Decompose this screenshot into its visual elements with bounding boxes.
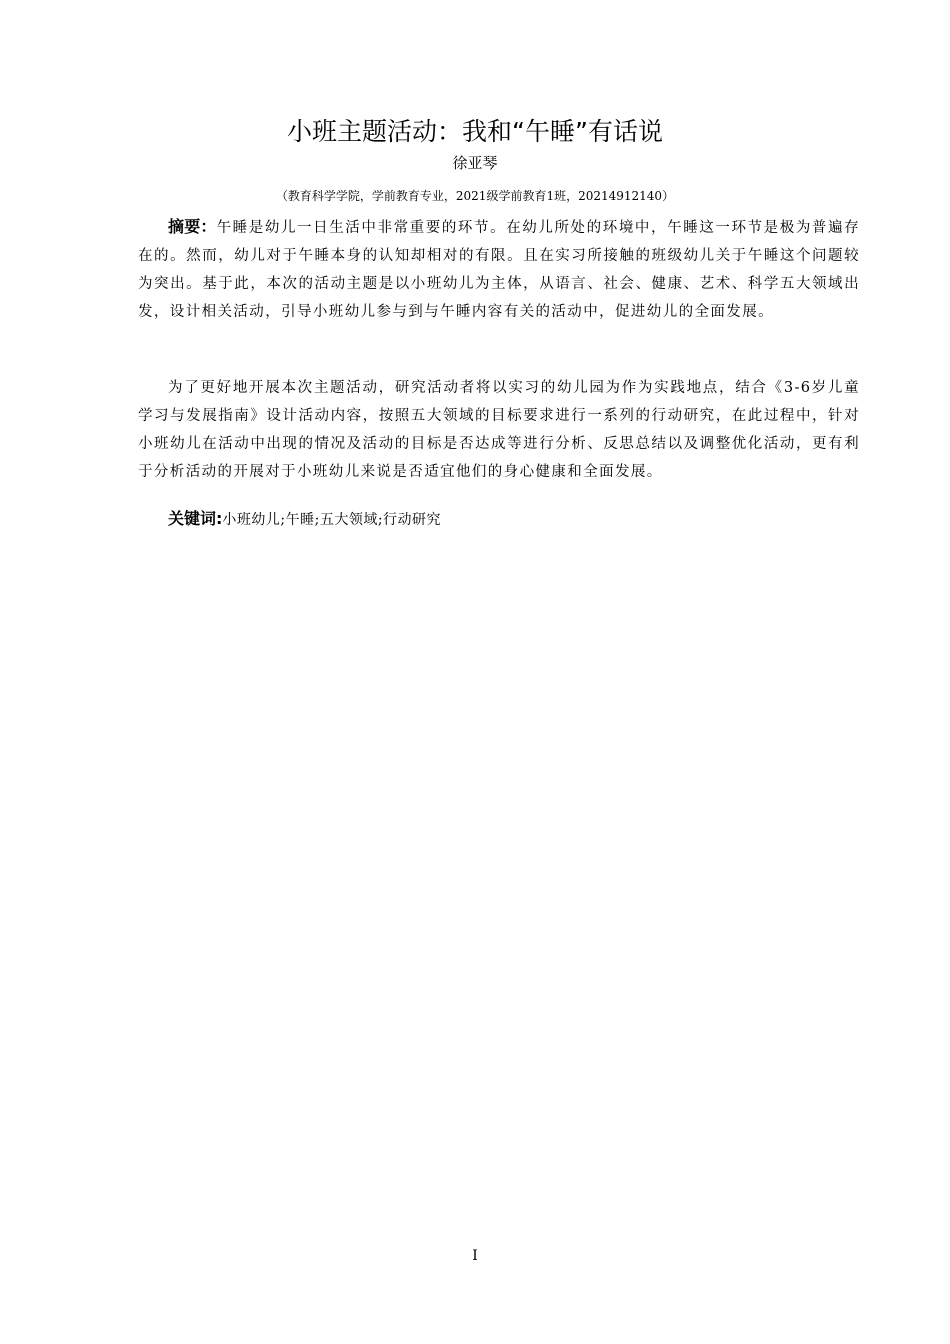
page-number: I (472, 1248, 478, 1264)
abstract-paragraph (138, 213, 860, 326)
document-title: 小班主题活动：我和“午睡”有话说 (287, 117, 663, 146)
author-affiliation: （教育科学学院，学前教育专业，2021级学前教育1班，20214912140） (275, 189, 675, 203)
abstract-text: 午睡是幼儿一日生活中非常重要的环节。在幼儿所处的环境中，午睡这一环节是极为普遍存在的。然而，幼儿对于午睡本身的认知却相对的有限。且在实习所接触的班级幼儿关于午睡这个问题较为突出。基于此，本次的活动主题是以小班幼儿为主体，从语言、社会、健康、艺术、科学五大领域出发，设计相关活动，引导小班幼儿参与到与午睡内容有关的活动中，促进幼儿的全面发展。 (138, 220, 860, 320)
abstract-paragraph-2: 为了更好地开展本次主题活动，研究活动者将以实习的幼儿园为作为实践地点，结合《3-6岁儿童学习与发展指南》设计活动内容，按照五大领域的目标要求进行一系列的行动研究，在此过程中，针对小班幼儿在活动中出现的情况及活动的目标是否达成等进行分析、反思总结以及调整优化活动，更有利于分析活动的开展对于小班幼儿来说是否适宜他们的身心健康和全面发展。 (138, 380, 860, 480)
keywords-label: 关键词: (168, 509, 223, 528)
keywords-values: 小班幼儿;午睡;五大领域;行动研究 (222, 512, 442, 528)
abstract-label: 摘要： (168, 217, 217, 236)
author-name: 徐亚琴 (452, 154, 498, 172)
keywords-line (138, 505, 860, 534)
